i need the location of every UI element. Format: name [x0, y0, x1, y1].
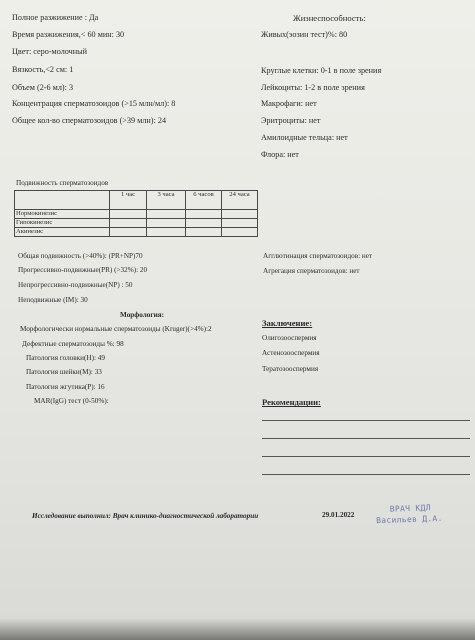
concentration: Концентрация сперматозоидов (>15 млн/мл): 8 [12, 99, 176, 108]
head-pathology: Патология головки(H): 49 [26, 354, 105, 362]
morphology-title: Морфология: [120, 311, 165, 319]
table-cell [222, 228, 258, 237]
table-cell [147, 219, 186, 228]
table-row [15, 228, 258, 237]
nonprogressive-motility: Непрогрессивно-подвижные(NP) : 50 [18, 281, 133, 289]
round-cells: Круглые клетки: 0-1 в поле зрения [261, 66, 382, 75]
table-cell [147, 228, 186, 237]
recommendation-line [262, 474, 470, 475]
recommendation-line [262, 420, 470, 421]
stamp-name: Васильев Д.А. [376, 513, 443, 526]
doctor-stamp [376, 502, 443, 526]
report-date: 29.01.2022 [322, 511, 355, 519]
recommendation-line [262, 456, 470, 457]
alive-percent: Живых(эозин тест)%: 80 [261, 30, 348, 39]
motility-table-caption: Подвижность сперматозоидов [16, 179, 109, 187]
semen-color: Цвет: серо-молочный [12, 47, 88, 56]
table-cell [110, 228, 147, 237]
conclusion-item: Тератозооспермия [262, 365, 319, 373]
liquefaction-time: Время разжижения,< 60 мин: 30 [12, 30, 125, 39]
full-liquefaction: Полное разжижение : Да [12, 13, 99, 22]
volume: Объем (2-6 мл): 3 [12, 83, 74, 92]
aggregation: Агрегация сперматозоидов: нет [263, 267, 360, 275]
total-count: Общее кол-во сперматозоидов (>39 млн): 24 [12, 116, 167, 125]
table-cell [186, 210, 222, 219]
table-row-label: Акинезис [15, 228, 110, 237]
recommendations-title: Рекомендации: [262, 397, 321, 407]
table-cell [222, 210, 258, 219]
recommendation-line [262, 438, 470, 439]
table-cell [186, 219, 222, 228]
stamp-title: ВРАЧ КДЛ [389, 503, 431, 514]
conclusion-title: Заключение: [262, 318, 313, 328]
viscosity: Вязкость,<2 см: 1 [12, 65, 74, 74]
table-header-cell: 24 часа [222, 191, 258, 210]
conclusion-item: Олигозооспермия [262, 334, 317, 342]
table-row [15, 219, 258, 228]
table-row-label: Нормокинезис [15, 210, 110, 219]
viability-title: Жизнеспособность: [293, 13, 366, 23]
leukocytes: Лейкоциты: 1-2 в поле зрения [261, 83, 365, 92]
neck-pathology: Патология шейки(M): 33 [26, 368, 102, 376]
macrophages: Макрофаги: нет [261, 99, 317, 108]
table-cell [110, 219, 147, 228]
tail-pathology: Патология жгутика(P): 16 [26, 383, 105, 391]
amyloid-bodies: Амилоидные тельца: нет [261, 133, 348, 142]
conclusion-item: Астенозооспермия [262, 349, 320, 357]
table-row-label: Гипокинезис [15, 219, 110, 228]
table-row [15, 210, 258, 219]
table-cell [147, 210, 186, 219]
table-cell [110, 210, 147, 219]
table-cell [186, 228, 222, 237]
progressive-motility: Прогрессивно-подвижные(PR) (>32%): 20 [18, 266, 148, 274]
agglutination: Агглютинация сперматозоидов: нет [263, 252, 373, 260]
morphology-normal: Морфологически нормальные сперматозоиды (Kruger)(>4%):2 [20, 325, 212, 333]
performed-by: Исследование выполнил: Врач клинико-диагностической лаборатории [32, 512, 259, 520]
page-bottom-shadow [0, 618, 475, 640]
total-motility: Общая подвижность (>40%): (PR+NP)70 [18, 252, 143, 260]
immotile: Неподвижные (IM): 30 [18, 296, 88, 304]
table-header-cell: 1 час [110, 191, 147, 210]
table-header-cell: 6 часов [186, 191, 222, 210]
flora: Флора: нет [261, 150, 299, 159]
table-header-cell: 3 часа [147, 191, 186, 210]
motility-table [14, 190, 258, 237]
table-header-cell [15, 191, 110, 210]
table-row [15, 191, 258, 210]
mar-test: MAR(IgG) тест (0-50%): [34, 397, 109, 405]
morphology-defective: Дефектные сперматозоиды %: 98 [22, 340, 124, 348]
erythrocytes: Эритроциты: нет [261, 116, 321, 125]
table-cell [222, 219, 258, 228]
